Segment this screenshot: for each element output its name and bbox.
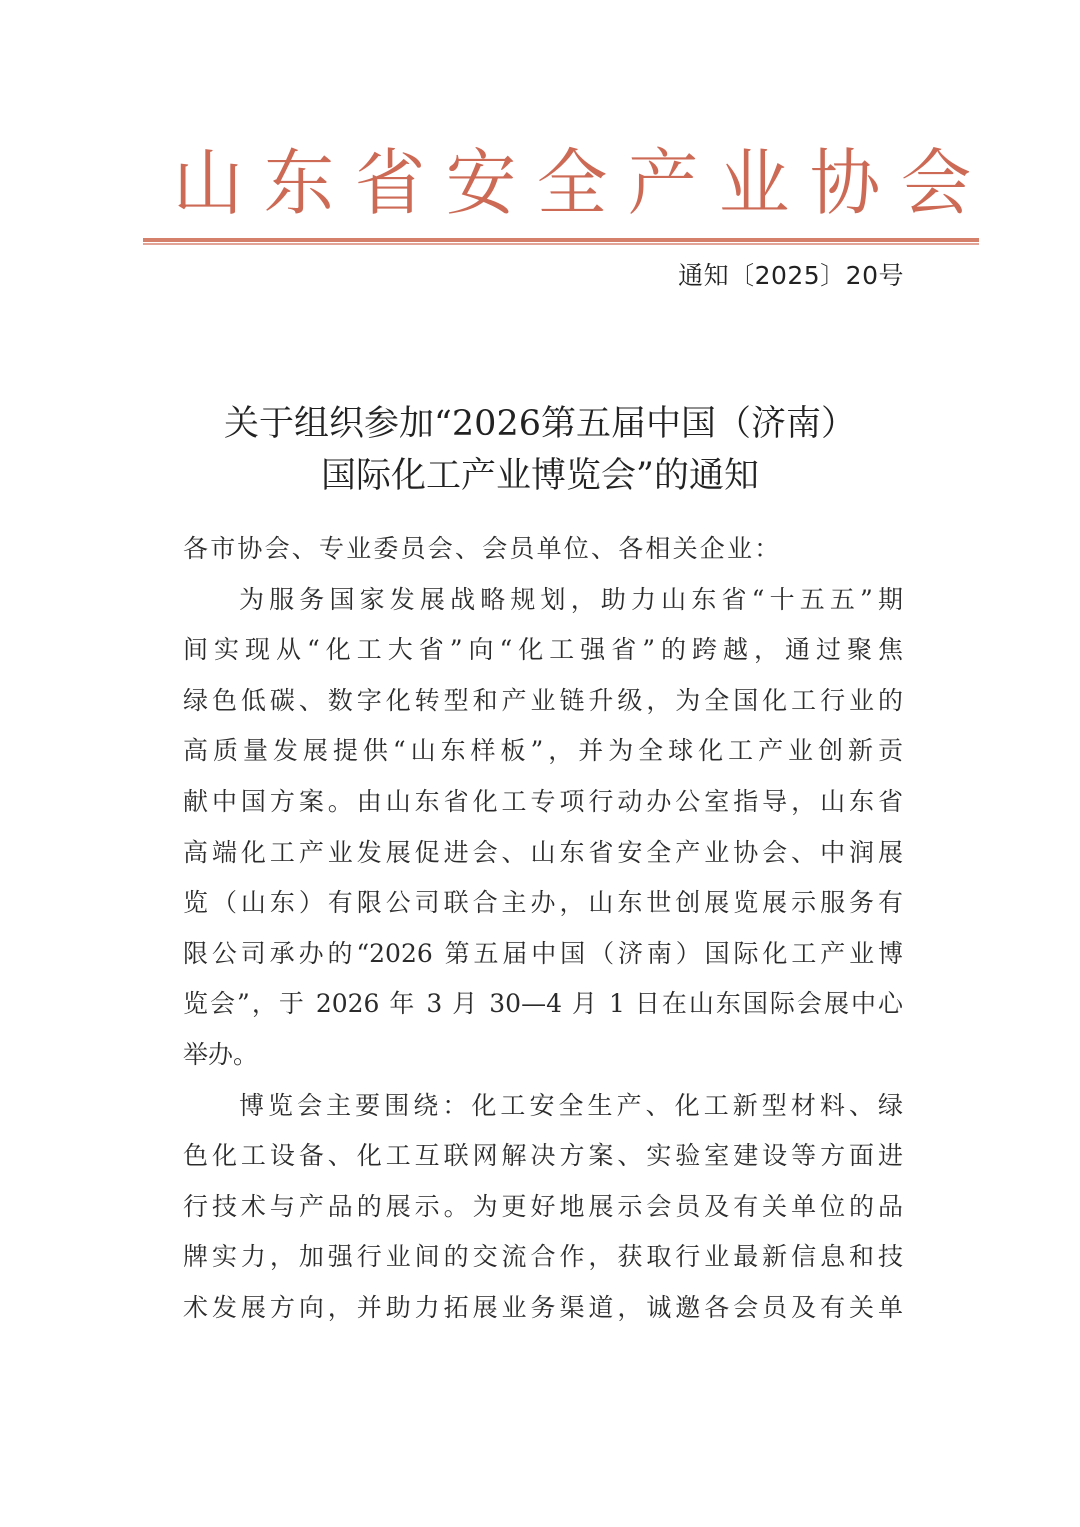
paragraph-line: 高质量发展提供“山东样板”，并为全球化工产业创新贡 <box>183 736 903 766</box>
salutation: 各市协会、专业委员会、会员单位、各相关企业： <box>183 534 782 563</box>
paragraph-line: 限公司承办的“2026 第五届中国（济南）国际化工产业博 <box>183 938 903 968</box>
paragraph-line: 色化工设备、化工互联网解决方案、实验室建设等方面进 <box>183 1141 903 1171</box>
letterhead-char: 安 <box>445 141 517 225</box>
title-line: 国际化工产业博览会”的通知 <box>321 456 759 496</box>
paragraph-line: 行技术与产品的展示。为更好地展示会员及有关单位的品 <box>183 1191 903 1221</box>
letterhead-char: 省 <box>354 141 426 225</box>
paragraph-line: 献中国方案。由山东省化工专项行动办公室指导，山东省 <box>183 786 903 816</box>
letterhead-char: 全 <box>536 141 608 225</box>
notice-title <box>150 398 930 502</box>
notice-body <box>183 524 903 1334</box>
title-line: 关于组织参加“2026第五届中国（济南） <box>224 404 856 444</box>
document-number: 通知〔2025〕20号 <box>678 261 904 290</box>
paragraph-line: 举办。 <box>183 1039 259 1069</box>
letterhead-divider <box>143 238 979 246</box>
letterhead-char: 山 <box>172 141 244 225</box>
letterhead-char: 东 <box>263 141 335 225</box>
paragraph-line: 览会”，于 2026 年 3 月 30—4 月 1 日在山东国际会展中心 <box>183 989 903 1019</box>
paragraph-line: 间实现从“化工大省”向“化工强省”的跨越，通过聚焦 <box>183 635 903 665</box>
paragraph-line: 牌实力，加强行业间的交流合作，获取行业最新信息和技 <box>183 1242 903 1272</box>
divider-thin-line <box>143 243 979 245</box>
paragraph-line: 高端化工产业发展促进会、山东省安全产业协会、中润展 <box>183 837 903 867</box>
letterhead-char: 会 <box>900 141 972 225</box>
letterhead-char: 业 <box>718 141 790 225</box>
paragraph-line: 览（山东）有限公司联合主办，山东世创展览展示服务有 <box>183 888 903 918</box>
letterhead-organization-name <box>172 138 972 228</box>
paragraph-line: 为服务国家发展战略规划，助力山东省“十五五”期 <box>239 584 903 614</box>
paragraph-line: 绿色低碳、数字化转型和产业链升级，为全国化工行业的 <box>183 685 903 715</box>
letterhead-char: 产 <box>627 141 699 225</box>
paragraph-line: 博览会主要围绕：化工安全生产、化工新型材料、绿 <box>239 1090 903 1120</box>
letterhead-char: 协 <box>809 141 881 225</box>
divider-thick-line <box>143 238 979 242</box>
paragraph-line: 术发展方向，并助力拓展业务渠道，诚邀各会员及有关单 <box>183 1292 903 1322</box>
